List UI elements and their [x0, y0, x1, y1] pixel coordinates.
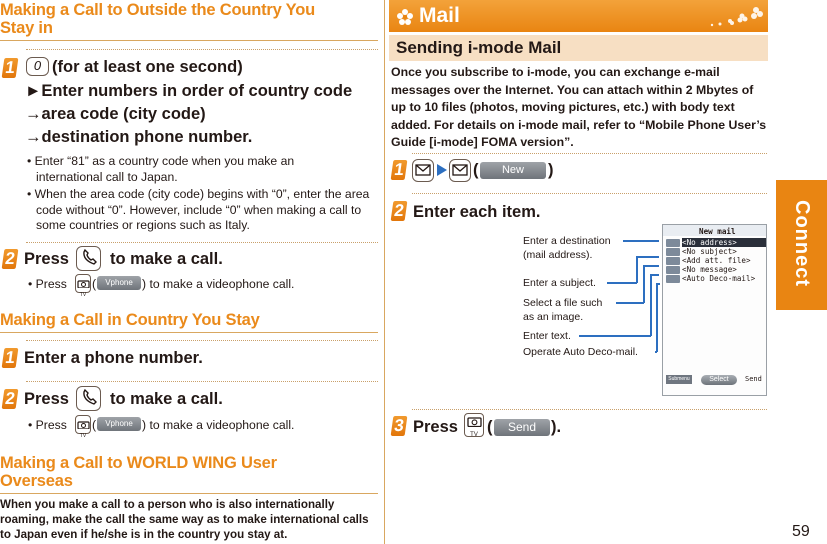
section-title-world-wing: Making a Call to WORLD WING User Overseas: [0, 454, 277, 490]
intro-text: Once you subscribe to i-mode, you can exchange e-mail messages over the Internet. You can attach within 2 Mbytes of up to 10 files (photos, moving pictures, etc.) with body text added. For details on i-mode mail, refer to “Mobile Phone User’s Guide [i-mode] FOMA version”.: [391, 65, 767, 149]
attachment-icon: [666, 257, 680, 265]
page-number: 59: [792, 523, 810, 540]
select-softkey[interactable]: Select: [701, 375, 737, 385]
dotted-divider: [26, 340, 378, 341]
dotted-divider: [26, 49, 378, 50]
step-text: Press: [24, 390, 69, 408]
callout-text: Enter text.: [523, 330, 571, 342]
section-title-country-you-stay: Making a Call in Country You Stay: [0, 311, 260, 329]
section-rule: [0, 493, 378, 494]
callout-line: [616, 302, 644, 304]
dotted-divider: [412, 409, 767, 410]
dotted-divider: [412, 193, 767, 194]
send-softkey-label[interactable]: Send: [745, 375, 762, 383]
note-bullet: • When the area code (city code) begins with “0”, enter the area code without “0”. However, include “0” when making a call to some countries or regions such as Italy.: [27, 187, 370, 232]
vphone-softkey: Vphone: [97, 276, 141, 290]
step-number: 2: [2, 389, 19, 409]
step-text: Press: [24, 250, 69, 268]
step-text: to make a call.: [110, 250, 223, 268]
section-title-outside-country: Making a Call to Outside the Country You Stay in: [0, 1, 315, 37]
step-number: 1: [2, 58, 19, 78]
section-rule: [0, 40, 378, 41]
mail-key-icon: [412, 159, 434, 182]
step-text: ►Enter numbers in order of country code: [25, 82, 353, 100]
dotted-divider: [26, 381, 378, 382]
note-bullet: • Press: [28, 418, 67, 432]
mail-key-icon: [449, 159, 471, 182]
screen-row[interactable]: <Add att. file>: [682, 256, 751, 265]
callout-file: Select a file such as an image.: [523, 297, 603, 323]
phone-screen: [662, 224, 767, 396]
message-icon: [666, 266, 680, 274]
step-text: (for at least one second): [52, 58, 243, 76]
column-divider: [384, 0, 385, 544]
note-bullet: • Press: [28, 277, 67, 291]
note-text: ) to make a videophone call.: [142, 418, 295, 432]
section-subtitle: Sending i-mode Mail: [396, 38, 562, 57]
new-softkey: New: [480, 162, 546, 179]
camera-key-icon: TV: [75, 274, 91, 293]
step-text: →area code (city code): [25, 105, 206, 123]
screen-row[interactable]: <No subject>: [682, 247, 737, 256]
step-text: Press: [413, 418, 458, 436]
flower-icon: [395, 7, 415, 27]
screen-row[interactable]: <No address>: [682, 238, 737, 247]
camera-key-icon: TV: [75, 415, 91, 434]
call-key-icon: [76, 386, 101, 411]
callout-line: [579, 335, 651, 337]
step-text: →destination phone number.: [25, 128, 253, 146]
step-number: 3: [391, 416, 408, 436]
step-text: Enter each item.: [413, 203, 541, 221]
note-bullet: • Enter “81” as a country code when you make an international call to Japan.: [27, 154, 295, 184]
submenu-softkey[interactable]: Submenu: [666, 375, 692, 384]
step-number: 2: [2, 249, 19, 269]
section-rule: [0, 332, 378, 333]
step-number: 2: [391, 201, 408, 221]
step-number: 1: [391, 160, 408, 180]
zero-key-icon: 0: [26, 57, 49, 76]
screen-header: New mail: [699, 227, 736, 236]
callout-destination: Enter a destination (mail address).: [523, 235, 611, 261]
note-text: ) to make a videophone call.: [142, 277, 295, 291]
screen-row[interactable]: <No message>: [682, 265, 737, 274]
step-text: to make a call.: [110, 390, 223, 408]
dotted-divider: [26, 242, 378, 243]
section-tab-label: Connect: [791, 200, 813, 287]
callout-subject: Enter a subject.: [523, 277, 596, 289]
screen-row[interactable]: <Auto Deco-mail>: [682, 274, 756, 283]
subject-icon: [666, 248, 680, 256]
callout-line: [623, 240, 659, 242]
flower-decoration-icon: [706, 4, 764, 28]
arrow-right-icon: [437, 164, 447, 176]
step-text: Enter a phone number.: [24, 349, 203, 367]
address-icon: [666, 239, 680, 247]
camera-key-icon: TV: [464, 413, 484, 437]
call-key-icon: [76, 246, 101, 271]
callout-line: [607, 282, 637, 284]
section-body: When you make a call to a person who is also internationally roaming, make the call the same way as to make international calls to Japan even if he/she is in the country you stay at.: [0, 498, 369, 541]
deco-icon: [666, 275, 680, 283]
dotted-divider: [412, 153, 767, 154]
left-column: Making a Call to Outside the Country You Stay in 1 0 (for at least one second) ►Enter numbers in order of country code →area code (city code) →destination phone number. • Enter “81” as a country code when you make an international call to Japan. • When the area code (city code) begins with “0”, enter the area code without “0”. However, include “0” when making a call to some countries or regions such as Italy. 2 Press to make a call. • Press TV ( Vphone ) to make a videophone call. Making a Call in Country You Stay 1 Enter a phone number. 2 Press to make a call. • Press TV ( Vphone ) to make a videophone call. Making a Call to WORLD WING User Overseas When you make a call to a person who is also internationally roaming, make the call the same way as to make international calls to Japan even if he/she is in the country you stay at.: [0, 0, 380, 544]
callout-deco: Operate Auto Deco-mail.: [523, 346, 638, 358]
page-title: Mail: [419, 4, 460, 27]
send-softkey: Send: [494, 419, 550, 436]
step-number: 1: [2, 348, 19, 368]
vphone-softkey: Vphone: [97, 417, 141, 431]
